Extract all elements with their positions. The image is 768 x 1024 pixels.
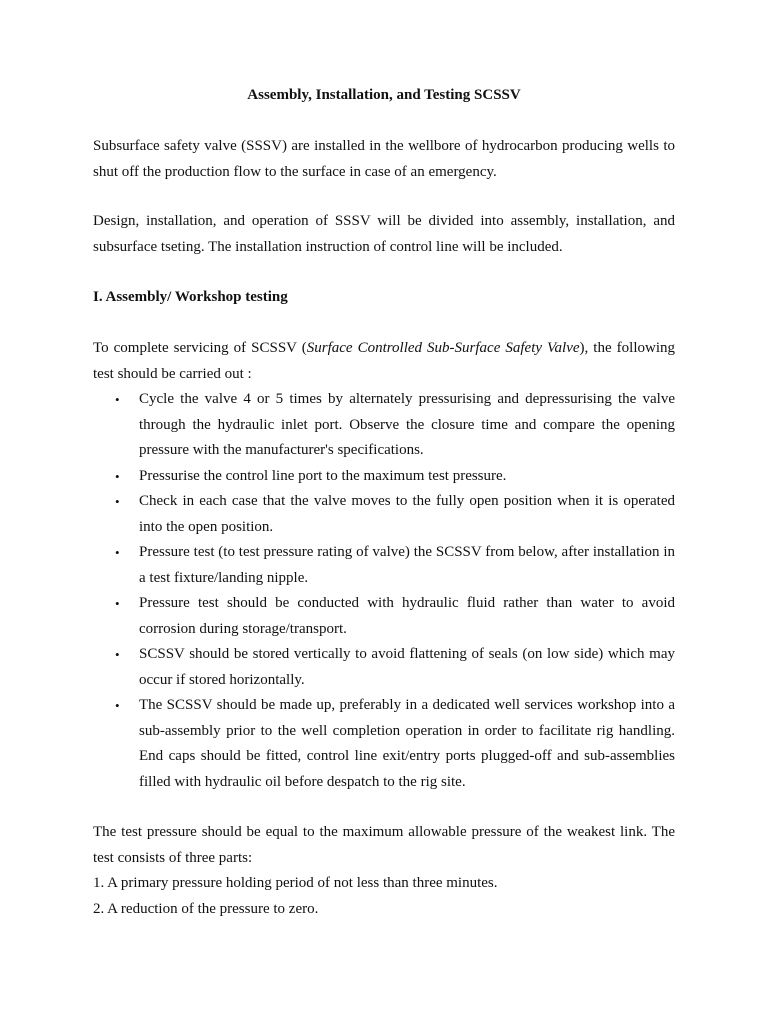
test-intro-acronym-expansion: Surface Controlled Sub-Surface Safety Valve — [306, 340, 580, 356]
test-intro-text-before: To complete servicing of SCSSV ( — [93, 340, 307, 356]
list-item — [93, 489, 675, 540]
numbered-item: 2. A reduction of the pressure to zero. — [93, 900, 319, 917]
list-item — [93, 387, 675, 464]
test-intro-paragraph — [93, 336, 675, 387]
bullet-icon: • — [115, 392, 120, 407]
list-item-text: Pressurise the control line port to the maximum test pressure. — [139, 467, 507, 484]
test-pressure-paragraph: The test pressure should be equal to the maximum allowable pressure of the weakest link. The test consists of three parts: — [93, 824, 675, 866]
bullet-icon: • — [115, 545, 120, 560]
list-item-text: The SCSSV should be made up, preferably in a dedicated well services workshop into a sub-assembly prior to the well completion operation in order to facilitate rig handling. End caps should be fitted, control line exit/entry ports plugged-off and sub-assemblies filled with hydraulic oil before despatch to the rig site. — [139, 697, 675, 790]
list-item-text: SCSSV should be stored vertically to avoid flattening of seals (on low side) which may occur if stored horizontally. — [139, 646, 675, 688]
document-title: Assembly, Installation, and Testing SCSSV — [247, 87, 521, 103]
bullet-icon: • — [115, 596, 120, 611]
list-item-text: Check in each case that the valve moves to the fully open position when it is operated into the open position. — [139, 493, 675, 535]
bullet-icon: • — [115, 647, 120, 662]
list-item — [93, 642, 675, 693]
bullet-icon: • — [115, 494, 120, 509]
section-heading: I. Assembly/ Workshop testing — [93, 289, 288, 305]
intro-paragraph-design: Design, installation, and operation of SSSV will be divided into assembly, installation, and subsurface tseting. The installation instruction of control line will be included. — [93, 213, 675, 255]
list-item-text: Pressure test (to test pressure rating of valve) the SCSSV from below, after installation in a test fixture/landing nipple. — [139, 544, 675, 586]
list-item — [93, 693, 675, 795]
test-intro-text-after: ), the following test should be carried out : — [93, 340, 675, 382]
numbered-item: 1. A primary pressure holding period of not less than three minutes. — [93, 875, 498, 891]
list-item-text: Pressure test should be conducted with hydraulic fluid rather than water to avoid corrosion during storage/transport. — [139, 595, 675, 637]
bullet-icon: • — [115, 468, 120, 484]
intro-paragraph-sssv: Subsurface safety valve (SSSV) are installed in the wellbore of hydrocarbon producing wells to shut off the production flow to the surface in case of an emergency. — [93, 138, 675, 180]
test-bullet-list — [93, 387, 675, 795]
list-item — [93, 540, 675, 591]
bullet-icon: • — [115, 698, 120, 713]
list-item — [93, 464, 675, 490]
list-item — [93, 591, 675, 642]
numbered-list — [93, 871, 675, 922]
list-item-text: Cycle the valve 4 or 5 times by alternately pressurising and depressurising the valve through the hydraulic inlet port. Observe the closure time and compare the opening pressure with the manufacturer's specifications. — [139, 391, 675, 458]
